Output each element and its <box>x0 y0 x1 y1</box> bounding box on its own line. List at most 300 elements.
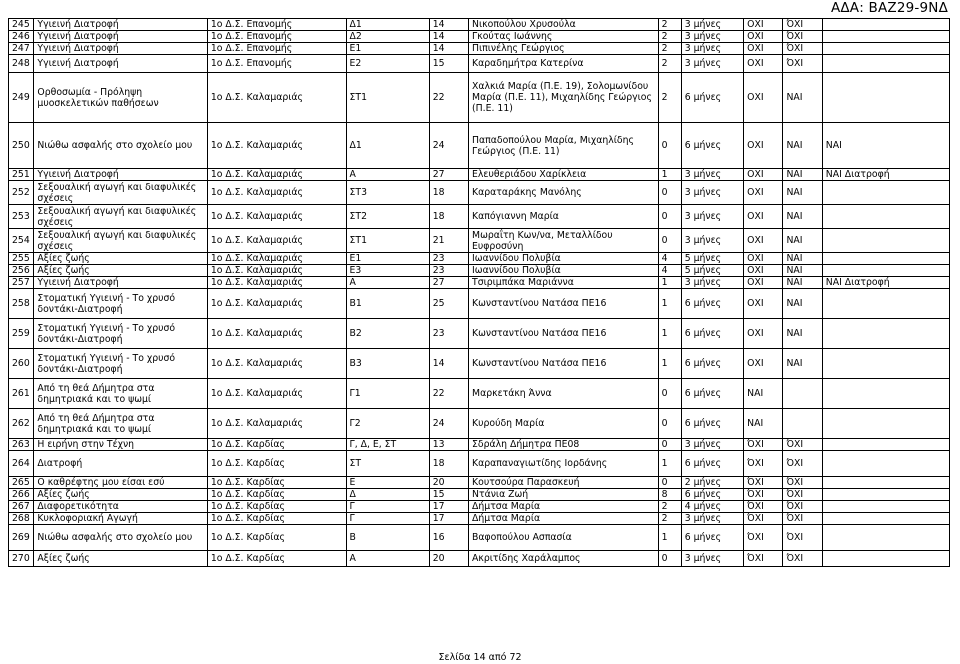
table-row <box>9 253 950 265</box>
row-number-cell: 261 <box>9 379 34 409</box>
flag-c-cell: ΝΑΙ Διατροφή <box>822 169 949 181</box>
table-row <box>9 205 950 229</box>
flag-b-cell: ΌΧΙ <box>783 525 822 551</box>
flag-b-cell: ΌΧΙ <box>783 489 822 501</box>
row-number-cell: 247 <box>9 43 34 55</box>
table-row <box>9 31 950 43</box>
school-name-cell: 1ο Δ.Σ. Καλαμαριάς <box>207 289 346 319</box>
flag-b-cell: ΝΑΙ <box>783 253 822 265</box>
duration-cell: 3 μήνες <box>681 181 743 205</box>
duration-cell: 6 μήνες <box>681 123 743 169</box>
flag-c-cell <box>822 409 949 439</box>
teacher-names-cell: Καραδημήτρα Κατερίνα <box>469 55 659 73</box>
programs-table <box>8 18 950 567</box>
table-row <box>9 19 950 31</box>
row-number-cell: 266 <box>9 489 34 501</box>
program-title-cell: Νιώθω ασφαλής στο σχολείο μου <box>34 123 207 169</box>
flag-a-cell: ΟΧΙ <box>744 123 783 169</box>
flag-a-cell: ΌΧΙ <box>744 477 783 489</box>
row-number-cell: 253 <box>9 205 34 229</box>
school-name-cell: 1ο Δ.Σ. Καλαμαριάς <box>207 253 346 265</box>
table-row <box>9 409 950 439</box>
duration-cell: 3 μήνες <box>681 55 743 73</box>
flag-b-cell: ΝΑΙ <box>783 277 822 289</box>
school-name-cell: 1ο Δ.Σ. Καλαμαριάς <box>207 181 346 205</box>
flag-a-cell: ΟΧΙ <box>744 277 783 289</box>
program-title-cell: Αξίες ζωής <box>34 551 207 567</box>
table-row <box>9 229 950 253</box>
duration-cell: 6 μήνες <box>681 489 743 501</box>
row-number-cell: 252 <box>9 181 34 205</box>
program-title-cell: Στοματική Υγιεινή - Το χρυσό δοντάκι-Διατροφή <box>34 349 207 379</box>
student-count-cell: 21 <box>429 229 468 253</box>
flag-b-cell: ΌΧΙ <box>783 477 822 489</box>
row-number-cell: 245 <box>9 19 34 31</box>
school-name-cell: 1ο Δ.Σ. Καλαμαριάς <box>207 123 346 169</box>
teacher-names-cell: Κυρούδη Μαρία <box>469 409 659 439</box>
class-name-cell: Ε2 <box>346 55 429 73</box>
hours-cell: 0 <box>658 181 681 205</box>
school-name-cell: 1ο Δ.Σ. Επανομής <box>207 43 346 55</box>
class-name-cell: Ε3 <box>346 265 429 277</box>
flag-a-cell: ΟΧΙ <box>744 169 783 181</box>
row-number-cell: 249 <box>9 73 34 123</box>
hours-cell: 2 <box>658 19 681 31</box>
student-count-cell: 24 <box>429 123 468 169</box>
hours-cell: 1 <box>658 289 681 319</box>
teacher-names-cell: Χαλκιά Μαρία (Π.Ε. 19), Σολομωνίδου Μαρία (Π.Ε. 11), Μιχαηλίδης Γεώργιος (Π.Ε. 11) <box>469 73 659 123</box>
school-name-cell: 1ο Δ.Σ. Καλαμαριάς <box>207 205 346 229</box>
table-row <box>9 551 950 567</box>
program-title-cell: Υγιεινή Διατροφή <box>34 43 207 55</box>
class-name-cell: Ε <box>346 477 429 489</box>
duration-cell: 3 μήνες <box>681 229 743 253</box>
row-number-cell: 250 <box>9 123 34 169</box>
student-count-cell: 24 <box>429 409 468 439</box>
class-name-cell: ΣΤ1 <box>346 229 429 253</box>
row-number-cell: 267 <box>9 501 34 513</box>
school-name-cell: 1ο Δ.Σ. Καλαμαριάς <box>207 73 346 123</box>
flag-b-cell: ΌΧΙ <box>783 19 822 31</box>
duration-cell: 3 μήνες <box>681 551 743 567</box>
duration-cell: 3 μήνες <box>681 277 743 289</box>
program-title-cell: Ο καθρέφτης μου είσαι εσύ <box>34 477 207 489</box>
program-title-cell: Αξίες ζωής <box>34 253 207 265</box>
flag-a-cell: ΟΧΙ <box>744 43 783 55</box>
flag-c-cell <box>822 501 949 513</box>
flag-b-cell: ΌΧΙ <box>783 551 822 567</box>
teacher-names-cell: Ακριτίδης Χαράλαμπος <box>469 551 659 567</box>
flag-c-cell <box>822 181 949 205</box>
teacher-names-cell: Καπόγιαννη Μαρία <box>469 205 659 229</box>
duration-cell: 6 μήνες <box>681 409 743 439</box>
flag-c-cell <box>822 31 949 43</box>
hours-cell: 0 <box>658 551 681 567</box>
school-name-cell: 1ο Δ.Σ. Επανομής <box>207 55 346 73</box>
table-row <box>9 451 950 477</box>
program-title-cell: Ορθοσωμία - Πρόληψη μυοσκελετικών παθήσεων <box>34 73 207 123</box>
student-count-cell: 17 <box>429 513 468 525</box>
student-count-cell: 23 <box>429 319 468 349</box>
row-number-cell: 258 <box>9 289 34 319</box>
flag-a-cell: ΝΑΙ <box>744 409 783 439</box>
table-row <box>9 439 950 451</box>
flag-b-cell: ΝΑΙ <box>783 169 822 181</box>
hours-cell: 0 <box>658 379 681 409</box>
table-row <box>9 477 950 489</box>
duration-cell: 6 μήνες <box>681 73 743 123</box>
student-count-cell: 15 <box>429 55 468 73</box>
teacher-names-cell: Ιωαννίδου Πολυβία <box>469 253 659 265</box>
row-number-cell: 257 <box>9 277 34 289</box>
school-name-cell: 1ο Δ.Σ. Καλαμαριάς <box>207 265 346 277</box>
flag-c-cell <box>822 19 949 31</box>
program-title-cell: Από τη θεά Δήμητρα στα δημητριακά και το ψωμί <box>34 409 207 439</box>
row-number-cell: 246 <box>9 31 34 43</box>
flag-b-cell: ΌΧΙ <box>783 513 822 525</box>
school-name-cell: 1ο Δ.Σ. Καλαμαριάς <box>207 349 346 379</box>
student-count-cell: 14 <box>429 43 468 55</box>
table-row <box>9 319 950 349</box>
student-count-cell: 23 <box>429 253 468 265</box>
table-row <box>9 513 950 525</box>
teacher-names-cell: Γκούτας Ιωάννης <box>469 31 659 43</box>
class-name-cell: Δ1 <box>346 19 429 31</box>
student-count-cell: 16 <box>429 525 468 551</box>
program-title-cell: Υγιεινή Διατροφή <box>34 277 207 289</box>
hours-cell: 2 <box>658 73 681 123</box>
teacher-names-cell: Μαρκετάκη Άννα <box>469 379 659 409</box>
school-name-cell: 1ο Δ.Σ. Καλαμαριάς <box>207 277 346 289</box>
teacher-names-cell: Πιπινέλης Γεώργιος <box>469 43 659 55</box>
duration-cell: 6 μήνες <box>681 451 743 477</box>
hours-cell: 1 <box>658 319 681 349</box>
ada-code: ΑΔΑ: ΒΑΖ29-9ΝΔ <box>830 0 948 16</box>
flag-a-cell: ΟΧΙ <box>744 31 783 43</box>
table-row <box>9 73 950 123</box>
duration-cell: 3 μήνες <box>681 205 743 229</box>
program-title-cell: Υγιεινή Διατροφή <box>34 169 207 181</box>
class-name-cell: Γ, Δ, Ε, ΣΤ <box>346 439 429 451</box>
flag-a-cell: ΟΧΙ <box>744 73 783 123</box>
teacher-names-cell: Κουτσούρα Παρασκευή <box>469 477 659 489</box>
row-number-cell: 270 <box>9 551 34 567</box>
flag-b-cell: ΝΑΙ <box>783 265 822 277</box>
student-count-cell: 17 <box>429 501 468 513</box>
school-name-cell: 1ο Δ.Σ. Καρδίας <box>207 489 346 501</box>
flag-c-cell <box>822 513 949 525</box>
flag-a-cell: ΝΑΙ <box>744 379 783 409</box>
school-name-cell: 1ο Δ.Σ. Επανομής <box>207 31 346 43</box>
flag-c-cell <box>822 319 949 349</box>
school-name-cell: 1ο Δ.Σ. Καρδίας <box>207 501 346 513</box>
table-row <box>9 181 950 205</box>
program-title-cell: Υγιεινή Διατροφή <box>34 31 207 43</box>
class-name-cell: Δ1 <box>346 123 429 169</box>
school-name-cell: 1ο Δ.Σ. Καρδίας <box>207 551 346 567</box>
flag-c-cell: ΝΑΙ <box>822 123 949 169</box>
duration-cell: 3 μήνες <box>681 439 743 451</box>
flag-b-cell: ΝΑΙ <box>783 123 822 169</box>
hours-cell: 1 <box>658 525 681 551</box>
class-name-cell: ΣΤ3 <box>346 181 429 205</box>
student-count-cell: 20 <box>429 477 468 489</box>
program-title-cell: Σεξουαλική αγωγή και διαφυλικές σχέσεις <box>34 205 207 229</box>
class-name-cell: Β2 <box>346 319 429 349</box>
flag-c-cell <box>822 253 949 265</box>
teacher-names-cell: Καραπαναγιωτίδης Ιορδάνης <box>469 451 659 477</box>
row-number-cell: 248 <box>9 55 34 73</box>
flag-b-cell: ΝΑΙ <box>783 205 822 229</box>
flag-a-cell: ΟΧΙ <box>744 181 783 205</box>
flag-b-cell: ΝΑΙ <box>783 289 822 319</box>
class-name-cell: Γ <box>346 513 429 525</box>
row-number-cell: 256 <box>9 265 34 277</box>
table-row <box>9 265 950 277</box>
class-name-cell: Γ <box>346 501 429 513</box>
flag-b-cell: ΌΧΙ <box>783 501 822 513</box>
hours-cell: 2 <box>658 55 681 73</box>
flag-c-cell <box>822 73 949 123</box>
flag-a-cell: ΟΧΙ <box>744 253 783 265</box>
flag-a-cell: ΌΧΙ <box>744 451 783 477</box>
teacher-names-cell: Τσιριμπάκα Μαριάννα <box>469 277 659 289</box>
teacher-names-cell: Μωραΐτη Κων/να, Μεταλλίδου Ευφροσύνη <box>469 229 659 253</box>
hours-cell: 1 <box>658 451 681 477</box>
teacher-names-cell: Σδράλη Δήμητρα ΠΕ08 <box>469 439 659 451</box>
hours-cell: 1 <box>658 277 681 289</box>
duration-cell: 3 μήνες <box>681 169 743 181</box>
teacher-names-cell: Κωνσταντίνου Νατάσα ΠΕ16 <box>469 289 659 319</box>
row-number-cell: 265 <box>9 477 34 489</box>
class-name-cell: Γ1 <box>346 379 429 409</box>
flag-c-cell <box>822 229 949 253</box>
row-number-cell: 260 <box>9 349 34 379</box>
student-count-cell: 18 <box>429 181 468 205</box>
program-title-cell: Σεξουαλική αγωγή και διαφυλικές σχέσεις <box>34 181 207 205</box>
teacher-names-cell: Καραταράκης Μανόλης <box>469 181 659 205</box>
school-name-cell: 1ο Δ.Σ. Καρδίας <box>207 439 346 451</box>
duration-cell: 5 μήνες <box>681 265 743 277</box>
school-name-cell: 1ο Δ.Σ. Καρδίας <box>207 451 346 477</box>
flag-c-cell <box>822 55 949 73</box>
flag-b-cell: ΝΑΙ <box>783 181 822 205</box>
student-count-cell: 22 <box>429 73 468 123</box>
hours-cell: 0 <box>658 123 681 169</box>
hours-cell: 4 <box>658 253 681 265</box>
row-number-cell: 262 <box>9 409 34 439</box>
flag-c-cell <box>822 451 949 477</box>
class-name-cell: Β3 <box>346 349 429 379</box>
school-name-cell: 1ο Δ.Σ. Καρδίας <box>207 477 346 489</box>
table-row <box>9 169 950 181</box>
flag-c-cell <box>822 43 949 55</box>
teacher-names-cell: Κωνσταντίνου Νατάσα ΠΕ16 <box>469 319 659 349</box>
program-title-cell: Η ειρήνη στην Τέχνη <box>34 439 207 451</box>
program-title-cell: Κυκλοφοριακή Αγωγή <box>34 513 207 525</box>
teacher-names-cell: Δήμτσα Μαρία <box>469 513 659 525</box>
hours-cell: 1 <box>658 169 681 181</box>
flag-c-cell <box>822 477 949 489</box>
row-number-cell: 269 <box>9 525 34 551</box>
hours-cell: 0 <box>658 409 681 439</box>
duration-cell: 2 μήνες <box>681 477 743 489</box>
duration-cell: 6 μήνες <box>681 319 743 349</box>
duration-cell: 3 μήνες <box>681 513 743 525</box>
flag-c-cell <box>822 551 949 567</box>
page-footer: Σελίδα 14 από 72 <box>438 652 522 663</box>
school-name-cell: 1ο Δ.Σ. Καλαμαριάς <box>207 409 346 439</box>
teacher-names-cell: Παπαδοπούλου Μαρία, Μιχαηλίδης Γεώργιος (Π.Ε. 11) <box>469 123 659 169</box>
student-count-cell: 18 <box>429 451 468 477</box>
hours-cell: 0 <box>658 205 681 229</box>
flag-a-cell: ΟΧΙ <box>744 229 783 253</box>
flag-c-cell: ΝΑΙ Διατροφή <box>822 277 949 289</box>
school-name-cell: 1ο Δ.Σ. Καρδίας <box>207 525 346 551</box>
class-name-cell: Β <box>346 525 429 551</box>
program-title-cell: Στοματική Υγιεινή - Το χρυσό δοντάκι-Διατροφή <box>34 289 207 319</box>
flag-a-cell: ΟΧΙ <box>744 349 783 379</box>
teacher-names-cell: Νικοπούλου Χρυσούλα <box>469 19 659 31</box>
table-row <box>9 277 950 289</box>
school-name-cell: 1ο Δ.Σ. Καλαμαριάς <box>207 229 346 253</box>
student-count-cell: 14 <box>429 19 468 31</box>
hours-cell: 8 <box>658 489 681 501</box>
flag-c-cell <box>822 379 949 409</box>
student-count-cell: 25 <box>429 289 468 319</box>
hours-cell: 0 <box>658 477 681 489</box>
program-title-cell: Σεξουαλική αγωγή και διαφυλικές σχέσεις <box>34 229 207 253</box>
table-row <box>9 43 950 55</box>
flag-c-cell <box>822 265 949 277</box>
hours-cell: 2 <box>658 31 681 43</box>
student-count-cell: 22 <box>429 379 468 409</box>
flag-b-cell: ΝΑΙ <box>783 73 822 123</box>
flag-a-cell: ΌΧΙ <box>744 525 783 551</box>
duration-cell: 6 μήνες <box>681 379 743 409</box>
flag-b-cell: ΌΧΙ <box>783 55 822 73</box>
table-row <box>9 349 950 379</box>
flag-b-cell: ΝΑΙ <box>783 349 822 379</box>
duration-cell: 3 μήνες <box>681 43 743 55</box>
hours-cell: 0 <box>658 439 681 451</box>
class-name-cell: Α <box>346 277 429 289</box>
program-title-cell: Στοματική Υγιεινή - Το χρυσό δοντάκι-Διατροφή <box>34 319 207 349</box>
teacher-names-cell: Δήμτσα Μαρία <box>469 501 659 513</box>
program-title-cell: Από τη θεά Δήμητρα στα δημητριακά και το ψωμί <box>34 379 207 409</box>
class-name-cell: Δ <box>346 489 429 501</box>
student-count-cell: 13 <box>429 439 468 451</box>
flag-b-cell: ΌΧΙ <box>783 43 822 55</box>
program-title-cell: Νιώθω ασφαλής στο σχολείο μου <box>34 525 207 551</box>
row-number-cell: 264 <box>9 451 34 477</box>
flag-c-cell <box>822 289 949 319</box>
row-number-cell: 268 <box>9 513 34 525</box>
duration-cell: 3 μήνες <box>681 31 743 43</box>
student-count-cell: 18 <box>429 205 468 229</box>
school-name-cell: 1ο Δ.Σ. Καλαμαριάς <box>207 379 346 409</box>
duration-cell: 5 μήνες <box>681 253 743 265</box>
program-title-cell: Αξίες ζωής <box>34 489 207 501</box>
row-number-cell: 263 <box>9 439 34 451</box>
class-name-cell: ΣΤ2 <box>346 205 429 229</box>
flag-b-cell: ΌΧΙ <box>783 451 822 477</box>
flag-a-cell: ΌΧΙ <box>744 439 783 451</box>
table-row <box>9 289 950 319</box>
school-name-cell: 1ο Δ.Σ. Καλαμαριάς <box>207 169 346 181</box>
hours-cell: 1 <box>658 349 681 379</box>
duration-cell: 6 μήνες <box>681 289 743 319</box>
class-name-cell: Α <box>346 551 429 567</box>
row-number-cell: 259 <box>9 319 34 349</box>
class-name-cell: Ε1 <box>346 253 429 265</box>
flag-b-cell: ΌΧΙ <box>783 31 822 43</box>
program-title-cell: Υγιεινή Διατροφή <box>34 19 207 31</box>
class-name-cell: Ε1 <box>346 43 429 55</box>
flag-a-cell: ΟΧΙ <box>744 205 783 229</box>
table-row <box>9 55 950 73</box>
flag-a-cell: ΌΧΙ <box>744 551 783 567</box>
flag-a-cell: ΟΧΙ <box>744 55 783 73</box>
program-title-cell: Διαφορετικότητα <box>34 501 207 513</box>
flag-c-cell <box>822 439 949 451</box>
flag-c-cell <box>822 349 949 379</box>
teacher-names-cell: Βαφοπούλου Ασπασία <box>469 525 659 551</box>
student-count-cell: 15 <box>429 489 468 501</box>
class-name-cell: Α <box>346 169 429 181</box>
row-number-cell: 254 <box>9 229 34 253</box>
school-name-cell: 1ο Δ.Σ. Καλαμαριάς <box>207 319 346 349</box>
class-name-cell: ΣΤ1 <box>346 73 429 123</box>
flag-b-cell <box>783 379 822 409</box>
hours-cell: 2 <box>658 43 681 55</box>
flag-c-cell <box>822 489 949 501</box>
row-number-cell: 251 <box>9 169 34 181</box>
program-title-cell: Διατροφή <box>34 451 207 477</box>
flag-b-cell: ΝΑΙ <box>783 229 822 253</box>
duration-cell: 4 μήνες <box>681 501 743 513</box>
flag-c-cell <box>822 205 949 229</box>
class-name-cell: Γ2 <box>346 409 429 439</box>
table-row <box>9 123 950 169</box>
duration-cell: 6 μήνες <box>681 525 743 551</box>
school-name-cell: 1ο Δ.Σ. Επανομής <box>207 19 346 31</box>
student-count-cell: 27 <box>429 277 468 289</box>
table-row <box>9 525 950 551</box>
teacher-names-cell: Ιωαννίδου Πολυβία <box>469 265 659 277</box>
table-row <box>9 489 950 501</box>
flag-a-cell: ΟΧΙ <box>744 265 783 277</box>
flag-c-cell <box>822 525 949 551</box>
row-number-cell: 255 <box>9 253 34 265</box>
flag-b-cell: ΝΑΙ <box>783 319 822 349</box>
hours-cell: 2 <box>658 513 681 525</box>
flag-a-cell: ΌΧΙ <box>744 501 783 513</box>
hours-cell: 4 <box>658 265 681 277</box>
duration-cell: 3 μήνες <box>681 19 743 31</box>
hours-cell: 0 <box>658 229 681 253</box>
student-count-cell: 14 <box>429 31 468 43</box>
school-name-cell: 1ο Δ.Σ. Καρδίας <box>207 513 346 525</box>
teacher-names-cell: Ελευθεριάδου Χαρίκλεια <box>469 169 659 181</box>
table-row <box>9 379 950 409</box>
student-count-cell: 23 <box>429 265 468 277</box>
duration-cell: 6 μήνες <box>681 349 743 379</box>
flag-a-cell: ΟΧΙ <box>744 289 783 319</box>
class-name-cell: Δ2 <box>346 31 429 43</box>
student-count-cell: 20 <box>429 551 468 567</box>
flag-b-cell: ΌΧΙ <box>783 439 822 451</box>
